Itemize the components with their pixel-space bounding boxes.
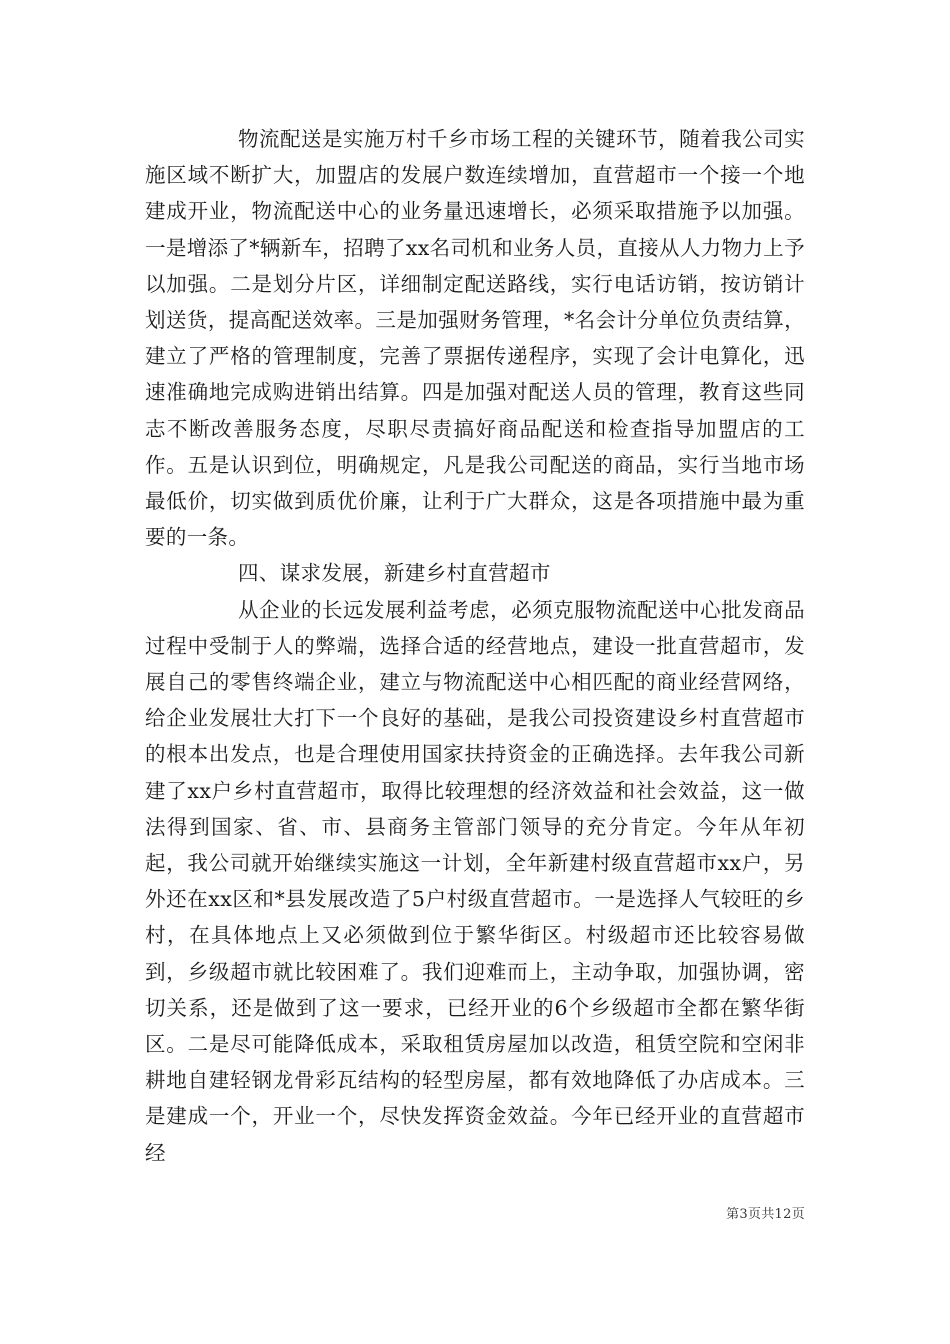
paragraph-supermarkets: 从企业的长远发展利益考虑，必须克服物流配送中心批发商品过程中受制于人的弊端，选择合适的经营地点，建设一批直营超市，发展自己的零售终端企业，建立与物流配送中心相匹配的商业经营网络，给企业发展壮大打下一个良好的基础，是我公司投资建设乡村直营超市的根本出发点，也是合理使用国家扶持资金的正确选择。去年我公司新建了xx户乡村直营超市，取得比较理想的经济效益和社会效益，这一做法得到国家、省、市、县商务主管部门领导的充分肯定。今年从年初起，我公司就开始继续实施这一计划，全年新建村级直营超市xx户，另外还在xx区和*县发展改造了5户村级直营超市。一是选择人气较旺的乡村，在具体地点上又必须做到位于繁华街区。村级超市还比较容易做到，乡级超市就比较困难了。我们迎难而上，主动争取，加强协调，密切关系，还是做到了这一要求，已经开业的6个乡级超市全都在繁华街区。二是尽可能降低成本，采取租赁房屋加以改造，租赁空院和空闲非耕地自建轻钢龙骨彩瓦结构的轻型房屋，都有效地降低了办店成本。三是建成一个，开业一个，尽快发挥资金效益。今年已经开业的直营超市经	[145, 597, 805, 1165]
section-heading: 四、谋求发展，新建乡村直营超市	[238, 561, 551, 586]
page-number-footer: 第3页共12页	[726, 1207, 805, 1222]
paragraph-logistics: 物流配送是实施万村千乡市场工程的关键环节，随着我公司实施区域不断扩大，加盟店的发展户数连续增加，直营超市一个接一个地建成开业，物流配送中心的业务量迅速增长，必须采取措施予以加强。一是增添了*辆新车，招聘了xx名司机和业务人员，直接从人力物力上予以加强。二是划分片区，详细制定配送路线，实行电话访销，按访销计划送货，提高配送效率。三是加强财务管理，*名会计分单位负责结算，建立了严格的管理制度，完善了票据传递程序，实现了会计电算化，迅速准确地完成购进销出结算。四是加强对配送人员的管理，教育这些同志不断改善服务态度，尽职尽责搞好商品配送和检查指导加盟店的工作。五是认识到位，明确规定，凡是我公司配送的商品，实行当地市场最低价，切实做到质优价廉，让利于广大群众，这是各项措施中最为重要的一条。	[145, 127, 805, 550]
document-body	[145, 121, 805, 1171]
